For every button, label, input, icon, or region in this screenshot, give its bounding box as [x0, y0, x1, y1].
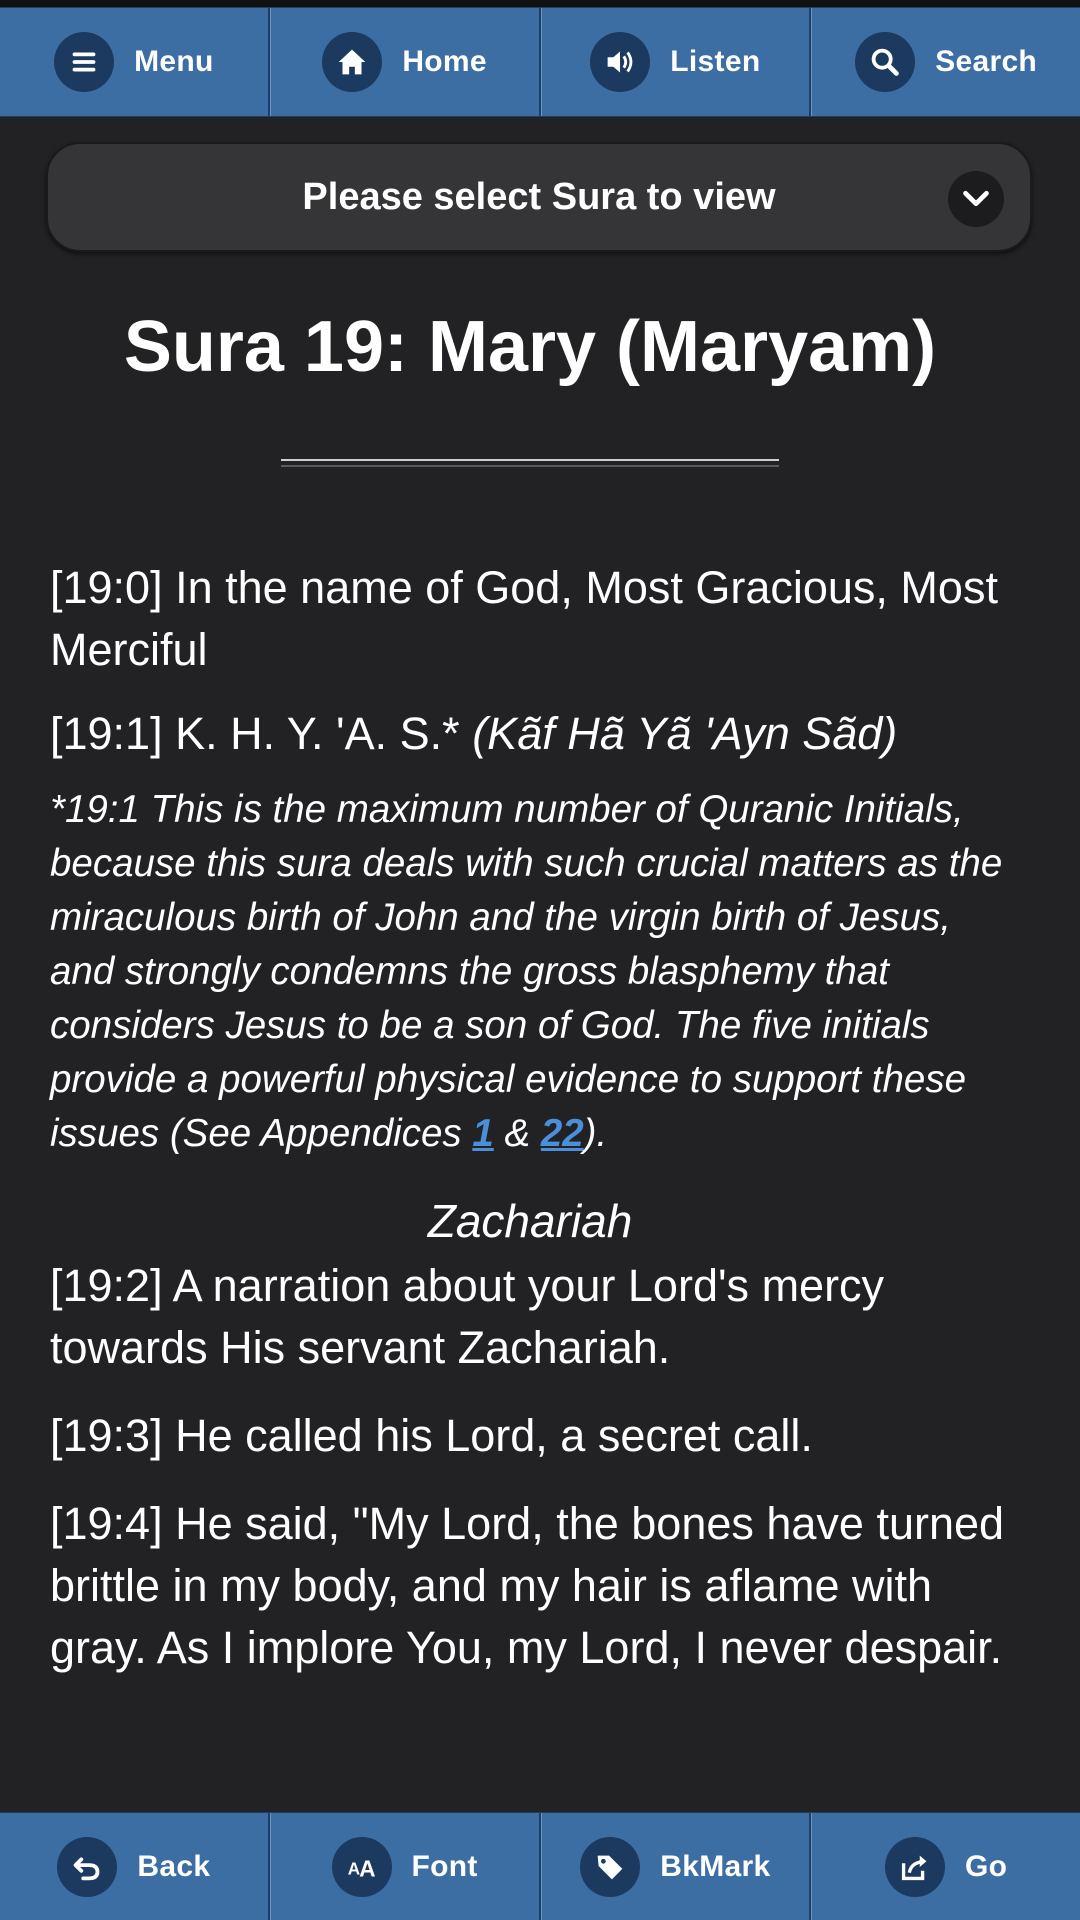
page-title: Sura 19: Mary (Maryam) [123, 307, 937, 387]
bottom-toolbar [0, 1812, 1080, 1920]
footnote-text: *19:1 This is the maximum number of Quranic Initials, because this sura deals with such crucial matters as the miraculous birth of John and the virgin birth of Jesus, and strongly condemns the gross blasphemy that considers Jesus to be a son of God. The five initials provide a powerful physical evidence to support these issues (See Appendices [50, 788, 1003, 1156]
appendix-1-link[interactable]: 1 [472, 1112, 494, 1156]
verse-19-1-text: [19:1] K. H. Y. 'A. S.* [50, 708, 460, 760]
verse-19-0: [19:0] In the name of God, Most Gracious, Most Merciful [50, 562, 998, 676]
home-icon [322, 32, 382, 92]
home-button[interactable] [270, 8, 541, 116]
back-icon [57, 1837, 117, 1897]
menu-label: Menu [134, 45, 214, 78]
listen-button[interactable] [541, 8, 812, 116]
go-label: Go [964, 1850, 1008, 1883]
footnote-end: ). [583, 1112, 608, 1156]
verse-19-3: [19:3] He called his Lord, a secret call. [50, 1410, 813, 1462]
bookmark-button[interactable] [541, 1813, 812, 1920]
menu-icon [54, 32, 114, 92]
font-label: Font [411, 1850, 478, 1883]
search-button[interactable] [811, 8, 1080, 116]
verse-19-1 [50, 703, 1010, 765]
font-button[interactable] [270, 1813, 541, 1920]
share-icon [885, 1837, 945, 1897]
svg-text:A: A [358, 1855, 376, 1882]
listen-label: Listen [670, 45, 761, 78]
search-icon [855, 32, 915, 92]
verse-19-1-transliteration: (Kãf Hã Yã 'Ayn Sãd) [472, 708, 898, 760]
tag-icon [580, 1837, 640, 1897]
title-divider [281, 459, 779, 467]
go-button[interactable] [811, 1813, 1080, 1920]
back-button[interactable] [0, 1813, 270, 1920]
sura-select-value: Please select Sura to view [302, 175, 776, 218]
home-label: Home [402, 45, 487, 78]
search-label: Search [935, 45, 1038, 78]
footnote-19-1 [50, 783, 1010, 1161]
verse-19-4: [19:4] He said, "My Lord, the bones have turned brittle in my body, and my hair is aflame with gray. As I implore You, my Lord, I never despair. [50, 1498, 1005, 1674]
bkmark-label: BkMark [660, 1850, 771, 1883]
sura-select-dropdown[interactable] [46, 142, 1032, 252]
menu-button[interactable] [0, 8, 270, 116]
verse-19-2: [19:2] A narration about your Lord's mercy towards His servant Zachariah. [50, 1260, 885, 1374]
svg-text:A: A [347, 1859, 360, 1879]
speaker-icon [590, 32, 650, 92]
chevron-down-icon[interactable] [948, 171, 1004, 227]
status-strip [0, 0, 1080, 7]
back-label: Back [137, 1850, 211, 1883]
top-toolbar [0, 7, 1080, 117]
font-size-icon [332, 1837, 392, 1897]
appendix-22-link[interactable]: 22 [540, 1112, 584, 1156]
footnote-separator: & [493, 1112, 541, 1156]
section-heading: Zachariah [427, 1195, 633, 1248]
sura-content [50, 280, 1010, 1679]
